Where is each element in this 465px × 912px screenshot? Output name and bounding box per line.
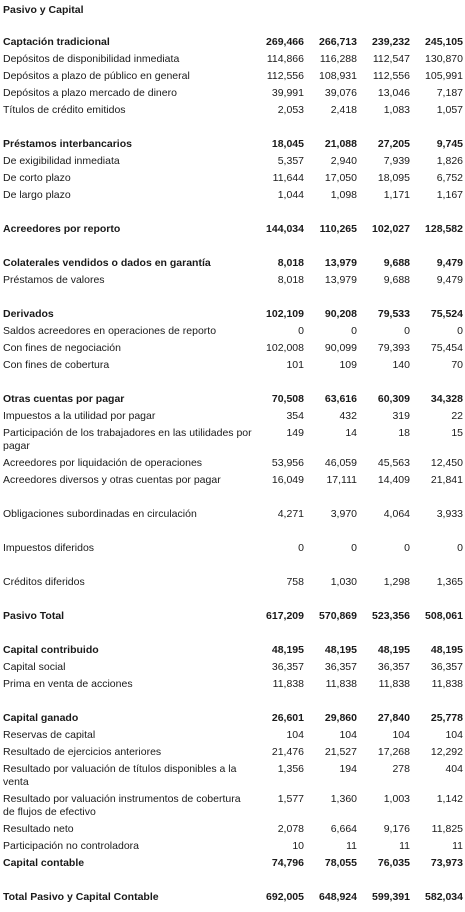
row-label: Resultado de ejercicios anteriores	[3, 746, 162, 758]
value-cell: 11,644	[272, 172, 304, 184]
value-cell: 2,053	[277, 104, 304, 116]
value-cell: 508,061	[425, 610, 463, 622]
value-cell: 1,003	[383, 793, 410, 805]
value-cell: 14,409	[377, 474, 410, 486]
value-cell: 9,688	[383, 257, 410, 269]
value-cell: 1,057	[436, 104, 463, 116]
value-cell: 112,547	[372, 53, 410, 65]
value-cell: 101	[286, 359, 304, 371]
value-cell: 36,357	[324, 661, 357, 673]
value-cell: 1,356	[277, 763, 304, 775]
table-row	[3, 325, 465, 342]
value-cell: 18	[398, 427, 410, 439]
row-label: Colaterales vendidos o dados en garantía	[3, 257, 211, 269]
section-total-row	[3, 610, 465, 627]
value-cell: 0	[404, 325, 410, 337]
value-cell: 266,713	[319, 36, 357, 48]
value-cell: 70,508	[271, 393, 304, 405]
table-row	[3, 274, 465, 291]
value-cell: 5,357	[277, 155, 304, 167]
value-cell: 11	[346, 840, 357, 852]
value-cell: 432	[339, 410, 357, 422]
spacer-cell	[3, 376, 465, 393]
value-cell: 17,050	[324, 172, 357, 184]
row-label: Derivados	[3, 308, 54, 320]
spacer-cell	[3, 291, 465, 308]
value-cell: 149	[286, 427, 304, 439]
value-cell: 13,979	[324, 257, 357, 269]
value-cell: 114,866	[266, 53, 304, 65]
spacer-row	[3, 291, 465, 308]
value-cell: 1,298	[383, 576, 410, 588]
row-label: Acreedores diversos y otras cuentas por pagar	[3, 474, 221, 486]
value-cell: 17,111	[326, 474, 357, 486]
value-cell: 4,064	[383, 508, 410, 520]
value-cell: 9,745	[436, 138, 463, 150]
value-cell: 1,167	[436, 189, 463, 201]
spacer-row	[3, 206, 465, 223]
value-cell: 21,841	[430, 474, 463, 486]
value-cell: 90,099	[324, 342, 357, 354]
value-cell: 0	[298, 325, 304, 337]
row-label: Depósitos a plazo mercado de dinero	[3, 87, 177, 99]
spacer-cell	[3, 121, 465, 138]
value-cell: 110,265	[319, 223, 357, 235]
row-label: Captación tradicional	[3, 36, 110, 48]
spacer-cell	[3, 695, 465, 712]
value-cell: 116,288	[319, 53, 357, 65]
value-cell: 34,328	[430, 393, 463, 405]
value-cell: 523,356	[372, 610, 410, 622]
value-cell: 48,195	[377, 644, 410, 656]
table-row	[3, 359, 465, 376]
row-label: Depósitos a plazo de público en general	[3, 70, 190, 82]
value-cell: 1,365	[436, 576, 463, 588]
value-cell: 102,109	[266, 308, 304, 320]
value-cell: 105,991	[425, 70, 463, 82]
value-cell: 79,533	[377, 308, 410, 320]
value-cell: 18,045	[271, 138, 304, 150]
row-label: Pasivo Total	[3, 610, 65, 622]
value-cell: 11,825	[431, 823, 463, 835]
row-label: Total Pasivo y Capital Contable	[3, 891, 159, 903]
value-cell: 1,030	[330, 576, 357, 588]
value-cell: 0	[351, 542, 357, 554]
value-cell: 278	[392, 763, 410, 775]
value-cell: 1,142	[436, 793, 463, 805]
row-label: Resultado por valuación instrumentos de cobertura de flujos de efectivo	[3, 793, 241, 818]
table-row	[3, 763, 465, 793]
value-cell: 16,049	[271, 474, 304, 486]
value-cell: 108,931	[319, 70, 357, 82]
value-cell: 11,838	[272, 678, 304, 690]
value-cell: 8,018	[277, 257, 304, 269]
table-row	[3, 840, 465, 857]
spacer-row	[3, 874, 465, 891]
value-cell: 79,393	[377, 342, 410, 354]
table-row	[3, 410, 465, 427]
value-cell: 75,454	[430, 342, 463, 354]
value-cell: 36,357	[271, 661, 304, 673]
row-label: Acreedores por reporto	[3, 223, 121, 235]
row-label: Impuestos diferidos	[3, 542, 95, 554]
value-cell: 582,034	[425, 891, 463, 903]
value-cell: 11,838	[325, 678, 357, 690]
section-total-row	[3, 308, 465, 325]
row-label: Capital social	[3, 661, 66, 673]
table-row	[3, 542, 465, 559]
row-label: Obligaciones subordinadas en circulación	[3, 508, 197, 520]
table-row	[3, 189, 465, 206]
value-cell: 12,450	[430, 457, 463, 469]
spacer-cell	[3, 491, 465, 508]
value-cell: 39,991	[271, 87, 304, 99]
value-cell: 13,046	[377, 87, 410, 99]
row-label: Acreedores por liquidación de operaciones	[3, 457, 203, 469]
table-row	[3, 729, 465, 746]
table-row	[3, 87, 465, 104]
value-cell: 53,956	[271, 457, 304, 469]
value-cell: 599,391	[372, 891, 410, 903]
value-cell: 60,309	[377, 393, 410, 405]
value-cell: 75,524	[430, 308, 463, 320]
table-row	[3, 678, 465, 695]
row-label: Prima en venta de acciones	[3, 678, 133, 690]
table-row	[3, 427, 465, 457]
row-label: Capital ganado	[3, 712, 79, 724]
value-cell: 48,195	[324, 644, 357, 656]
row-label: Participación de los trabajadores en las utilidades por pagar	[3, 427, 252, 452]
value-cell: 46,059	[324, 457, 357, 469]
row-label: Saldos acreedores en operaciones de reporto	[3, 325, 217, 337]
table-body	[3, 36, 465, 908]
value-cell: 128,582	[425, 223, 463, 235]
table-row	[3, 155, 465, 172]
value-cell: 3,933	[436, 508, 463, 520]
value-cell: 73,973	[430, 857, 463, 869]
row-label: Con fines de cobertura	[3, 359, 110, 371]
spacer-row	[3, 627, 465, 644]
value-cell: 29,860	[324, 712, 357, 724]
value-cell: 1,083	[383, 104, 410, 116]
spacer-cell	[3, 593, 465, 610]
value-cell: 9,688	[383, 274, 410, 286]
value-cell: 2,418	[330, 104, 357, 116]
value-cell: 354	[286, 410, 304, 422]
section-total-row	[3, 223, 465, 240]
value-cell: 11,838	[431, 678, 463, 690]
value-cell: 0	[457, 325, 463, 337]
table-row	[3, 746, 465, 763]
value-cell: 130,870	[425, 53, 463, 65]
value-cell: 104	[392, 729, 410, 741]
value-cell: 36,357	[430, 661, 463, 673]
page-title: Pasivo y Capital	[3, 4, 84, 16]
value-cell: 104	[286, 729, 304, 741]
value-cell: 104	[445, 729, 463, 741]
value-cell: 9,479	[436, 274, 463, 286]
value-cell: 27,840	[377, 712, 410, 724]
spacer-cell	[3, 240, 465, 257]
value-cell: 109	[339, 359, 357, 371]
spacer-row	[3, 695, 465, 712]
row-label: Participación no controladora	[3, 840, 139, 852]
value-cell: 112,556	[372, 70, 410, 82]
spacer-row	[3, 593, 465, 610]
value-cell: 12,292	[430, 746, 463, 758]
value-cell: 63,616	[324, 393, 357, 405]
section-total-row	[3, 891, 465, 908]
section-total-row	[3, 712, 465, 729]
table-row	[3, 661, 465, 678]
value-cell: 102,027	[372, 223, 410, 235]
row-label: Capital contribuido	[3, 644, 99, 656]
value-cell: 10	[292, 840, 304, 852]
spacer-cell	[3, 627, 465, 644]
row-label: De largo plazo	[3, 189, 71, 201]
value-cell: 758	[286, 576, 304, 588]
table-row	[3, 457, 465, 474]
table-row	[3, 342, 465, 359]
value-cell: 570,869	[319, 610, 357, 622]
section-total-row	[3, 36, 465, 53]
value-cell: 90,208	[324, 308, 357, 320]
value-cell: 27,205	[377, 138, 410, 150]
spacer-row	[3, 559, 465, 576]
value-cell: 9,176	[383, 823, 410, 835]
row-label: De exigibilidad inmediata	[3, 155, 120, 167]
table-row	[3, 172, 465, 189]
section-total-row	[3, 393, 465, 410]
value-cell: 78,055	[324, 857, 357, 869]
value-cell: 617,209	[266, 610, 304, 622]
value-cell: 1,577	[277, 793, 304, 805]
value-cell: 144,034	[266, 223, 304, 235]
value-cell: 0	[404, 542, 410, 554]
value-cell: 648,924	[319, 891, 357, 903]
row-label: Depósitos de disponibilidad inmediata	[3, 53, 180, 65]
row-label: De corto plazo	[3, 172, 71, 184]
table-row	[3, 70, 465, 87]
spacer-cell	[3, 874, 465, 891]
row-label: Capital contable	[3, 857, 85, 869]
value-cell: 1,171	[383, 189, 410, 201]
spacer-row	[3, 121, 465, 138]
table-row	[3, 823, 465, 840]
value-cell: 2,078	[277, 823, 304, 835]
table-row	[3, 508, 465, 525]
value-cell: 15	[451, 427, 463, 439]
value-cell: 21,527	[324, 746, 357, 758]
section-total-row	[3, 138, 465, 155]
value-cell: 70	[451, 359, 463, 371]
value-cell: 25,778	[430, 712, 463, 724]
value-cell: 2,940	[330, 155, 357, 167]
spacer-row	[3, 240, 465, 257]
value-cell: 14	[345, 427, 357, 439]
value-cell: 74,796	[271, 857, 304, 869]
value-cell: 319	[392, 410, 410, 422]
section-total-row	[3, 857, 465, 874]
value-cell: 22	[451, 410, 463, 422]
value-cell: 1,098	[330, 189, 357, 201]
section-total-row	[3, 644, 465, 661]
value-cell: 11	[399, 840, 410, 852]
value-cell: 17,268	[377, 746, 410, 758]
table-row	[3, 474, 465, 491]
value-cell: 1,044	[277, 189, 304, 201]
row-label: Títulos de crédito emitidos	[3, 104, 126, 116]
value-cell: 39,076	[324, 87, 357, 99]
value-cell: 45,563	[377, 457, 410, 469]
value-cell: 6,664	[330, 823, 357, 835]
value-cell: 76,035	[377, 857, 410, 869]
value-cell: 239,232	[372, 36, 410, 48]
spacer-cell	[3, 559, 465, 576]
value-cell: 0	[298, 542, 304, 554]
spacer-cell	[3, 525, 465, 542]
value-cell: 269,466	[266, 36, 304, 48]
value-cell: 11	[452, 840, 463, 852]
value-cell: 692,005	[266, 891, 304, 903]
row-label: Préstamos interbancarios	[3, 138, 132, 150]
row-label: Préstamos de valores	[3, 274, 105, 286]
value-cell: 7,939	[383, 155, 410, 167]
value-cell: 4,271	[277, 508, 304, 520]
section-total-row	[3, 257, 465, 274]
value-cell: 48,195	[271, 644, 304, 656]
value-cell: 11,838	[378, 678, 410, 690]
balance-sheet	[0, 2, 465, 912]
value-cell: 8,018	[277, 274, 304, 286]
value-cell: 18,095	[377, 172, 410, 184]
value-cell: 36,357	[377, 661, 410, 673]
spacer-cell	[3, 206, 465, 223]
table-row	[3, 104, 465, 121]
balance-table	[3, 36, 465, 908]
value-cell: 104	[339, 729, 357, 741]
value-cell: 102,008	[266, 342, 304, 354]
value-cell: 112,556	[266, 70, 304, 82]
row-label: Con fines de negociación	[3, 342, 121, 354]
row-label: Resultado por valuación de títulos disponibles a la venta	[3, 763, 237, 788]
value-cell: 21,476	[271, 746, 304, 758]
value-cell: 1,826	[436, 155, 463, 167]
value-cell: 7,187	[436, 87, 463, 99]
row-label: Impuestos a la utilidad por pagar	[3, 410, 156, 422]
spacer-row	[3, 376, 465, 393]
value-cell: 21,088	[324, 138, 357, 150]
table-row	[3, 53, 465, 70]
value-cell: 194	[339, 763, 357, 775]
value-cell: 13,979	[324, 274, 357, 286]
row-label: Reservas de capital	[3, 729, 96, 741]
row-label: Resultado neto	[3, 823, 74, 835]
row-label: Créditos diferidos	[3, 576, 85, 588]
value-cell: 9,479	[436, 257, 463, 269]
table-row	[3, 576, 465, 593]
spacer-row	[3, 525, 465, 542]
value-cell: 0	[351, 325, 357, 337]
value-cell: 140	[392, 359, 410, 371]
table-row	[3, 793, 465, 823]
value-cell: 48,195	[430, 644, 463, 656]
value-cell: 245,105	[425, 36, 463, 48]
value-cell: 1,360	[330, 793, 357, 805]
value-cell: 3,970	[330, 508, 357, 520]
row-label: Otras cuentas por pagar	[3, 393, 125, 405]
value-cell: 6,752	[436, 172, 463, 184]
value-cell: 26,601	[271, 712, 304, 724]
value-cell: 0	[457, 542, 463, 554]
spacer-row	[3, 491, 465, 508]
value-cell: 404	[445, 763, 463, 775]
